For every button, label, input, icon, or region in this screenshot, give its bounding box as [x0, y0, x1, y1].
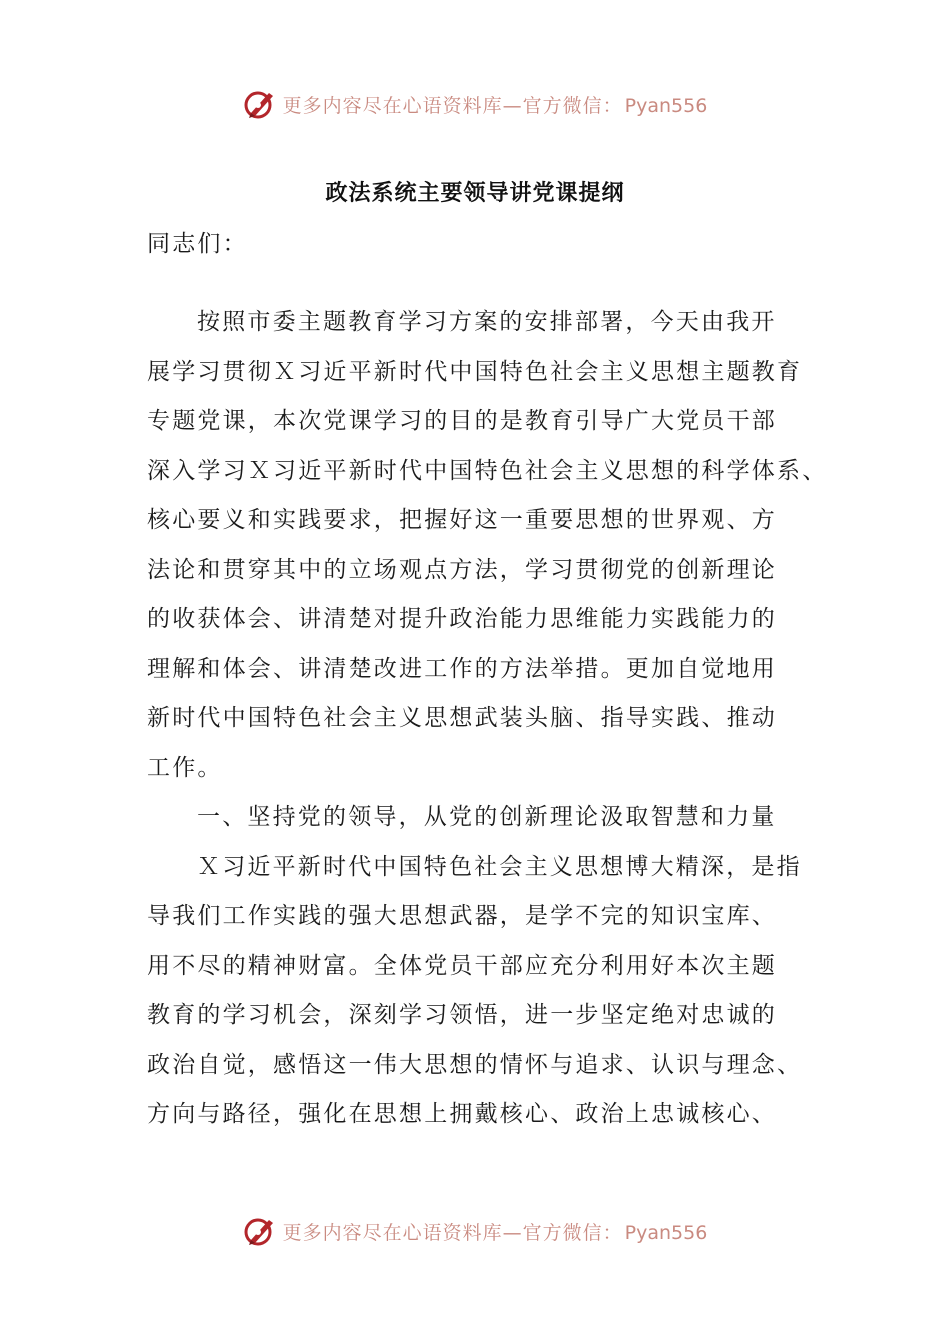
paragraph-line: 用不尽的精神财富。全体党员干部应充分利用好本次主题 — [147, 953, 777, 979]
paragraph-line: 核心要义和实践要求，把握好这一重要思想的世界观、方 — [147, 507, 777, 533]
salutation: 同志们： — [147, 231, 248, 257]
paragraph-line: 新时代中国特色社会主义思想武装头脑、指导实践、推动 — [147, 705, 777, 731]
paragraph-line: 教育的学习机会，深刻学习领悟，进一步坚定绝对忠诚的 — [147, 1002, 777, 1028]
footer-wechat-id: Pyan556 — [624, 1221, 708, 1244]
paragraph-line: 理解和体会、讲清楚改进工作的方法举措。更加自觉地用 — [147, 656, 777, 682]
section-heading: 一、坚持党的领导，从党的创新理论汲取智慧和力量 — [197, 804, 777, 830]
paragraph-line: 深入学习Ｘ习近平新时代中国特色社会主义思想的科学体系、 — [147, 458, 828, 484]
document-title: 政法系统主要领导讲党课提纲 — [325, 181, 625, 206]
paragraph-line: 方向与路径，强化在思想上拥戴核心、政治上忠诚核心、 — [147, 1101, 777, 1127]
header-wechat-id: Pyan556 — [624, 94, 708, 117]
pen-logo-icon — [243, 1214, 277, 1248]
paragraph-line: Ｘ习近平新时代中国特色社会主义思想博大精深，是指 — [197, 854, 802, 880]
footer-banner-text: 更多内容尽在心语资料库—官方微信： Pyan556 — [282, 1221, 708, 1244]
paragraph-line: 展学习贯彻Ｘ习近平新时代中国特色社会主义思想主题教育 — [147, 359, 803, 385]
footer-watermark-banner — [0, 1211, 950, 1251]
header-banner-text: 更多内容尽在心语资料库—官方微信： Pyan556 — [282, 94, 708, 117]
pen-logo-icon — [243, 87, 277, 121]
header-watermark-banner — [0, 84, 950, 124]
paragraph-line: 政治自觉，感悟这一伟大思想的情怀与追求、认识与理念、 — [147, 1052, 803, 1078]
paragraph-line: 专题党课，本次党课学习的目的是教育引导广大党员干部 — [147, 408, 777, 434]
paragraph-line: 工作。 — [147, 755, 223, 781]
paragraph-line: 导我们工作实践的强大思想武器，是学不完的知识宝库、 — [147, 903, 777, 929]
paragraph-line: 法论和贯穿其中的立场观点方法，学习贯彻党的创新理论 — [147, 557, 777, 583]
paragraph-line: 的收获体会、讲清楚对提升政治能力思维能力实践能力的 — [147, 606, 777, 632]
paragraph-line: 按照市委主题教育学习方案的安排部署，今天由我开 — [197, 309, 777, 335]
